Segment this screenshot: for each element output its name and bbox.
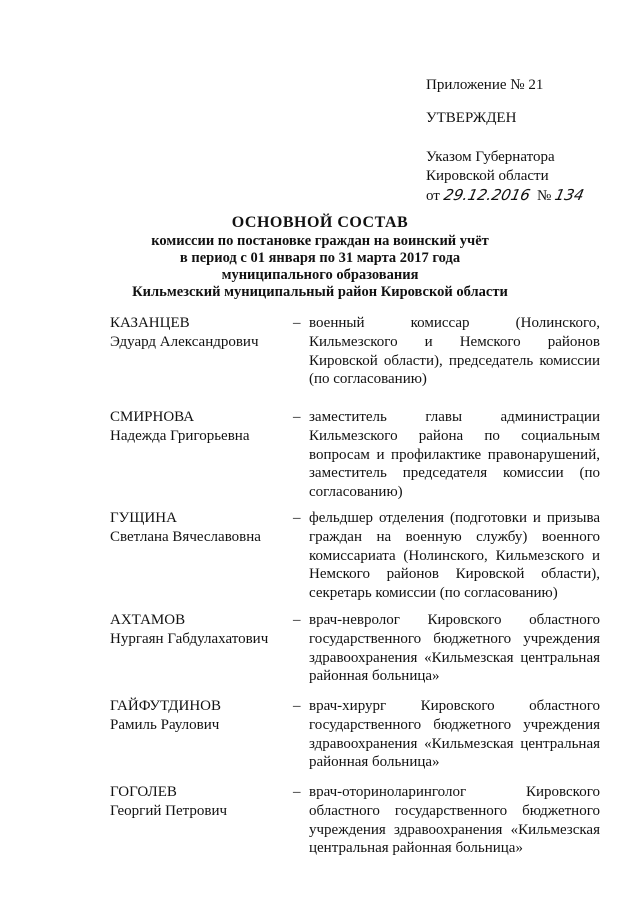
member-entry <box>110 408 600 509</box>
member-surname: ГУЩИНА <box>110 510 177 526</box>
member-role: врач-невролог Кировского областного государственного бюджетного учреждения здравоохранения «Кильмезская центральная районная больница» <box>309 612 600 685</box>
date-prefix: от <box>426 188 440 204</box>
member-given-name: Надежда Григорьевна <box>110 427 250 444</box>
handwritten-number: 134 <box>553 186 586 204</box>
member-surname: ГАЙФУТДИНОВ <box>110 698 221 714</box>
heading-line-4: Кильмезский муниципальный район Кировской области <box>132 284 508 300</box>
member-entry <box>110 314 600 408</box>
member-role: фельдшер отделения (подготовки и призыва граждан на военную службу) военного комиссариата (Нолинского, Кильмезского и Немского районов Кировской области), секретарь комиссии (по согласованию) <box>309 510 600 602</box>
member-name <box>110 697 293 783</box>
member-given-name: Светлана Вячеславовна <box>110 528 261 545</box>
heading-line-3: муниципального образования <box>221 267 419 283</box>
appendix-number: Приложение № 21 <box>426 77 544 93</box>
member-entry <box>110 611 600 697</box>
member-name <box>110 611 293 697</box>
member-dash: – <box>293 784 301 800</box>
members-list <box>110 314 600 869</box>
member-surname: СМИРНОВА <box>110 409 195 425</box>
member-name <box>110 408 293 509</box>
decree-line-2: Кировской области <box>426 168 549 184</box>
member-surname: КАЗАНЦЕВ <box>110 315 190 331</box>
decree-line-1: Указом Губернатора <box>426 149 555 165</box>
member-entry <box>110 697 600 783</box>
member-given-name: Эдуард Александрович <box>110 333 259 350</box>
approval-block <box>426 76 626 206</box>
member-given-name: Рамиль Раулович <box>110 716 220 733</box>
member-role: заместитель главы администрации Кильмезского района по социальным вопросам и профилактике правонарушений, заместитель председателя комиссии (по согласованию) <box>309 409 600 501</box>
decree-date-line <box>426 186 626 206</box>
member-dash: – <box>293 698 301 714</box>
member-name <box>110 783 293 869</box>
member-surname: ГОГОЛЕВ <box>110 784 177 800</box>
member-role: врач-оториноларинголог Кировского областного государственного бюджетного учреждения здравоохранения «Кильмезская центральная районная больница» <box>309 784 600 857</box>
approved-stamp-text: УТВЕРЖДЕН <box>426 110 517 126</box>
document-title: ОСНОВНОЙ СОСТАВ <box>231 214 409 231</box>
member-dash: – <box>293 409 301 425</box>
member-role: врач-хирург Кировского областного государственного бюджетного учреждения здравоохранения «Кильмезская центральная районная больница» <box>309 698 600 771</box>
member-given-name: Нургаян Габдулахатович <box>110 630 269 647</box>
heading-line-2: в период с 01 января по 31 марта 2017 года <box>179 250 461 266</box>
member-name <box>110 314 293 408</box>
member-name <box>110 509 293 611</box>
member-surname: АХТАМОВ <box>110 612 186 628</box>
member-entry <box>110 509 600 611</box>
handwritten-date: 29.12.2016 <box>441 186 532 204</box>
member-role: военный комиссар (Нолинского, Кильмезского и Немского районов Кировской области), председатель комиссии (по согласованию) <box>309 315 600 388</box>
member-dash: – <box>293 612 301 628</box>
member-dash: – <box>293 315 301 331</box>
document-heading <box>0 213 640 301</box>
member-given-name: Георгий Петрович <box>110 802 228 819</box>
member-dash: – <box>293 510 301 526</box>
member-entry <box>110 783 600 869</box>
heading-line-1: комиссии по постановке граждан на воинский учёт <box>151 233 489 249</box>
number-prefix: № <box>537 188 552 204</box>
